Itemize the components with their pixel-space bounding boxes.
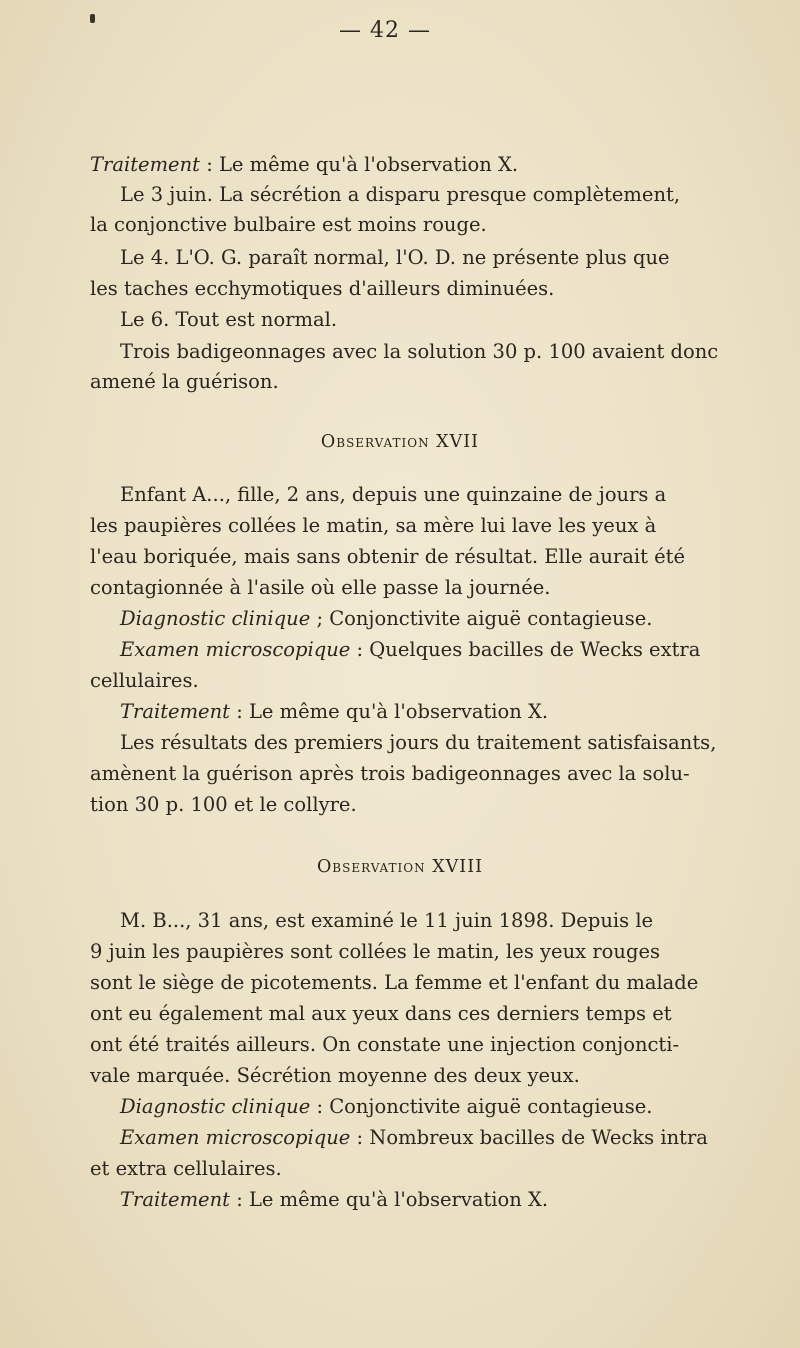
paragraph-line: les paupières collées le matin, sa mère lui lave les yeux à [90, 514, 657, 537]
ink-speck [90, 14, 95, 23]
paragraph-line: Enfant A..., fille, 2 ans, depuis une quinzaine de jours a [120, 483, 667, 506]
paragraph-line: vale marquée. Sécrétion moyenne des deux yeux. [90, 1064, 580, 1087]
paragraph-line: cellulaires. [90, 669, 199, 692]
section-label: Diagnostic clinique [120, 1095, 311, 1118]
paragraph-line: Traitement : Le même qu'à l'observation X. [120, 1188, 549, 1211]
paragraph-line: Examen microscopique : Quelques bacilles de Wecks extra [120, 638, 701, 661]
paragraph-line: Examen microscopique : Nombreux bacilles de Wecks intra [120, 1126, 708, 1149]
section-heading: Observation XVII [320, 432, 480, 452]
paragraph-line: Traitement : Le même qu'à l'observation X. [120, 700, 549, 723]
paragraph-line: Le 6. Tout est normal. [120, 308, 338, 331]
page-number: — 42 — [339, 18, 431, 43]
section-label: Examen microscopique [120, 638, 351, 661]
paragraph-line: Diagnostic clinique ; Conjonctivite aiguë contagieuse. [120, 607, 653, 630]
paragraph-line: tion 30 p. 100 et le collyre. [90, 793, 357, 816]
paragraph-line: Les résultats des premiers jours du traitement satisfaisants, [120, 731, 717, 754]
section-label: Traitement [120, 1188, 230, 1211]
paragraph-line: contagionnée à l'asile où elle passe la journée. [90, 576, 551, 599]
paragraph-line: les taches ecchymotiques d'ailleurs diminuées. [90, 277, 555, 300]
paragraph-line: sont le siège de picotements. La femme et l'enfant du malade [90, 971, 699, 994]
paragraph-line: Trois badigeonnages avec la solution 30 p. 100 avaient donc [120, 340, 719, 363]
paragraph-line: ont eu également mal aux yeux dans ces derniers temps et [90, 1002, 672, 1025]
paragraph-line: M. B..., 31 ans, est examiné le 11 juin 1898. Depuis le [120, 909, 654, 932]
paragraph-line: Traitement : Le même qu'à l'observation X. [90, 153, 519, 176]
paragraph-line: Le 3 juin. La sécrétion a disparu presque complètement, [120, 183, 681, 206]
paragraph-line: amené la guérison. [90, 370, 279, 393]
section-label: Examen microscopique [120, 1126, 351, 1149]
paragraph-line: Le 4. L'O. G. paraît normal, l'O. D. ne présente plus que [120, 246, 670, 269]
section-heading: Observation XVIII [316, 857, 484, 877]
paragraph-line: l'eau boriquée, mais sans obtenir de résultat. Elle aurait été [90, 545, 686, 568]
paragraph-line: amènent la guérison après trois badigeonnages avec la solu- [90, 762, 690, 785]
paragraph-line: et extra cellulaires. [90, 1157, 282, 1180]
section-label: Traitement [90, 153, 200, 176]
section-label: Traitement [120, 700, 230, 723]
paragraph-line: ont été traités ailleurs. On constate une injection conjoncti- [90, 1033, 680, 1056]
paragraph-line: 9 juin les paupières sont collées le matin, les yeux rouges [90, 940, 661, 963]
section-label: Diagnostic clinique [120, 607, 311, 630]
paragraph-line: la conjonctive bulbaire est moins rouge. [90, 213, 487, 236]
paragraph-line: Diagnostic clinique : Conjonctivite aiguë contagieuse. [120, 1095, 653, 1118]
